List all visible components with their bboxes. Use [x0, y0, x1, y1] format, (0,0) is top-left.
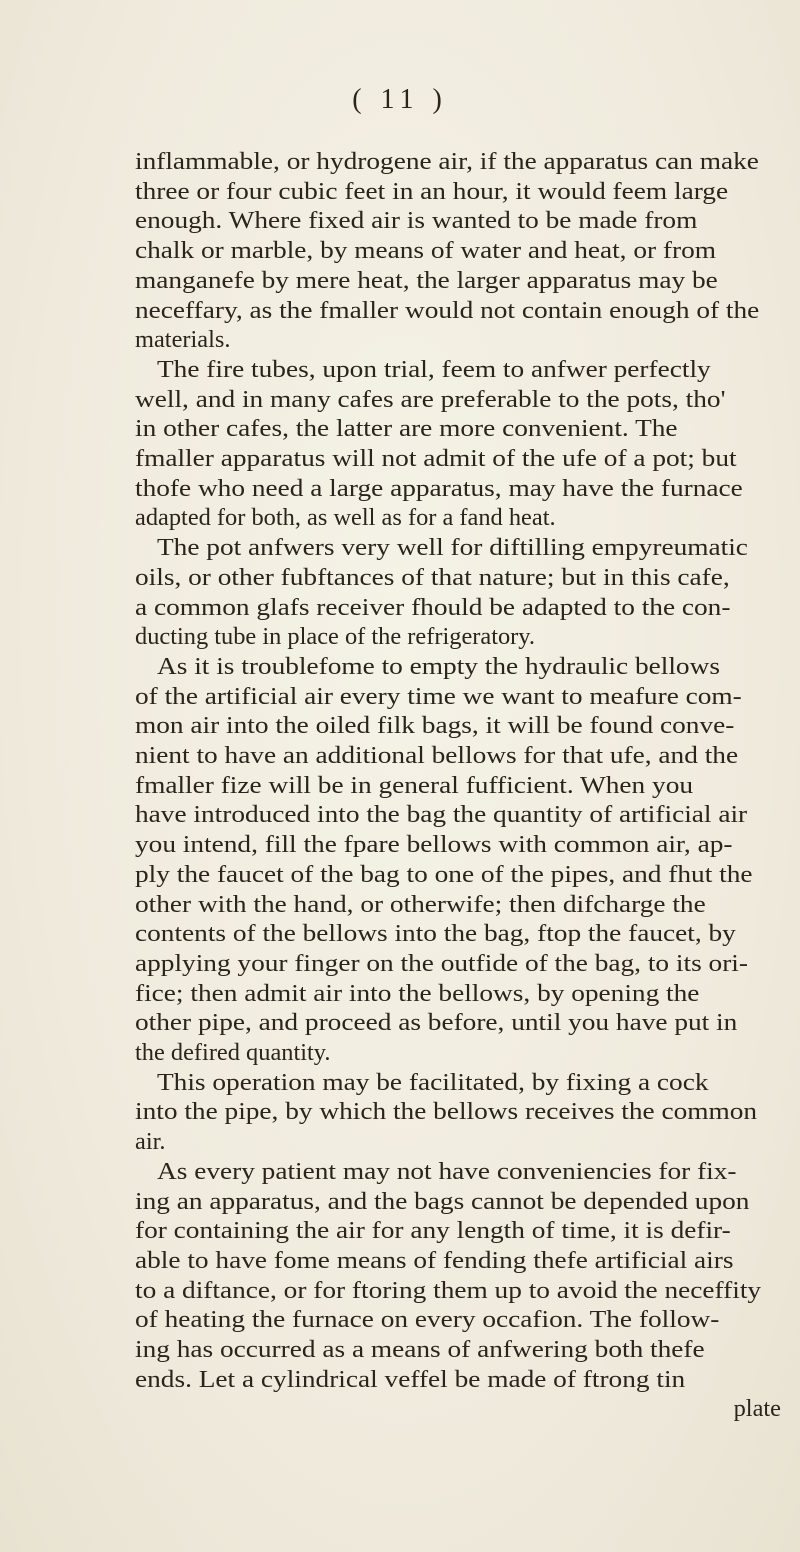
- text-line: plate: [733, 1395, 781, 1423]
- text-line: manganefe by mere heat, the larger apparatus may be: [135, 266, 718, 294]
- text-line: of the artificial air every time we want to meafure com-: [135, 682, 742, 710]
- text-line: mon air into the oiled filk bags, it will be found conve-: [135, 712, 735, 740]
- text-line: ing an apparatus, and the bags cannot be depended upon: [135, 1187, 750, 1215]
- text-line: able to have fome means of fending thefe artificial airs: [135, 1246, 734, 1274]
- text-line: a common glafs receiver fhould be adapted to the con-: [135, 593, 731, 621]
- text-line: nient to have an additional bellows for that ufe, and the: [135, 742, 739, 769]
- text-line: materials.: [135, 326, 231, 354]
- text-line: ducting tube in place of the refrigeratory.: [135, 623, 536, 651]
- text-line: ply the faucet of the bag to one of the pipes, and fhut the: [135, 860, 753, 888]
- page-number-header: ( 11 ): [352, 84, 448, 115]
- text-line: contents of the bellows into the bag, ftop the faucet, by: [135, 920, 736, 948]
- text-line: thofe who need a large apparatus, may have the furnace: [135, 474, 743, 502]
- text-line: to a diftance, or for ftoring them up to avoid the neceffity: [135, 1276, 762, 1304]
- text-line: other pipe, and proceed as before, until you have put in: [135, 1009, 738, 1037]
- text-line: of heating the furnace on every occafion. The follow-: [135, 1306, 720, 1334]
- text-line: well, and in many cafes are preferable to the pots, tho': [135, 385, 726, 413]
- text-line: ends. Let a cylindrical veffel be made of ftrong tin: [135, 1365, 686, 1393]
- text-line: have introduced into the bag the quantity of artificial air: [135, 801, 748, 829]
- text-line: three or four cubic feet in an hour, it would feem large: [135, 177, 729, 205]
- text-line: fmaller apparatus will not admit of the ufe of a pot; but: [135, 445, 737, 472]
- text-line: The fire tubes, upon trial, feem to anfwer perfectly: [157, 355, 711, 383]
- text-line: As every patient may not have conveniencies for fix-: [157, 1157, 737, 1185]
- text-line: fice; then admit air into the bellows, by opening the: [135, 979, 700, 1007]
- text-line: other with the hand, or otherwife; then difcharge the: [135, 890, 706, 918]
- text-line: air.: [135, 1128, 166, 1156]
- text-line: fmaller fize will be in general fufficient. When you: [135, 771, 694, 799]
- text-line: The pot anfwers very well for diftilling empyreumatic: [157, 534, 748, 562]
- text-line: chalk or marble, by means of water and heat, or from: [135, 237, 717, 265]
- text-line: oils, or other fubftances of that nature; but in this cafe,: [135, 563, 730, 591]
- text-line: inflammable, or hydrogene air, if the apparatus can make: [135, 148, 759, 175]
- text-line: adapted for both, as well as for a fand heat.: [135, 504, 556, 532]
- text-line: This operation may be facilitated, by fixing a cock: [157, 1068, 709, 1096]
- text-line: ing has occurred as a means of anfwering both thefe: [135, 1336, 705, 1363]
- text-line: for containing the air for any length of time, it is defir-: [135, 1217, 731, 1245]
- text-line: the defired quantity.: [135, 1039, 331, 1066]
- text-line: neceffary, as the fmaller would not contain enough of the: [135, 296, 760, 324]
- text-line: into the pipe, by which the bellows receives the common: [135, 1098, 758, 1126]
- text-line: enough. Where fixed air is wanted to be made from: [135, 207, 698, 235]
- text-line: As it is troublefome to empty the hydraulic bellows: [157, 652, 720, 680]
- text-line: you intend, fill the fpare bellows with common air, ap-: [135, 831, 733, 859]
- text-line: in other cafes, the latter are more convenient. The: [135, 415, 678, 443]
- text-line: applying your finger on the outfide of the bag, to its ori-: [135, 949, 748, 977]
